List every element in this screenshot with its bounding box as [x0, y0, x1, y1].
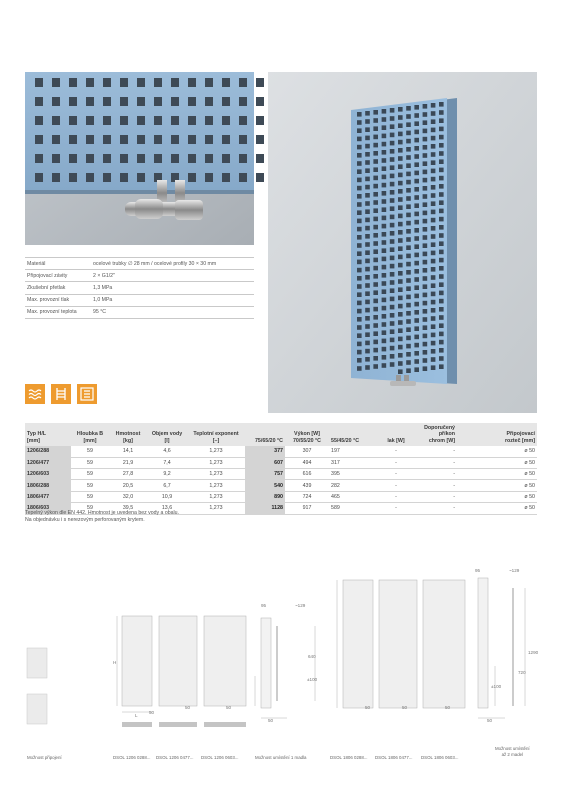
cell-t3: 465	[329, 491, 375, 502]
table-header-row	[25, 423, 537, 446]
cell-volume: 9,2	[147, 469, 187, 480]
cell-depth: 59	[71, 457, 109, 468]
cell-weight: 27,8	[109, 469, 147, 480]
cell-t1: 890	[245, 491, 285, 502]
caption-1206-288: DSOL 1206 0288...	[113, 755, 151, 760]
cell-t3: 197	[329, 446, 375, 457]
col-lak: lak [W]	[375, 423, 417, 446]
cell-type: 1806/603	[25, 503, 71, 514]
spec-label: Max. provozní tlak	[25, 294, 91, 306]
cell-t1: 757	[245, 469, 285, 480]
cell-exp: 1,273	[187, 469, 245, 480]
cell-depth: 59	[71, 491, 109, 502]
spec-table	[25, 257, 254, 319]
cell-conn: ø 50	[457, 457, 537, 468]
table-row	[25, 480, 537, 491]
cell-t2: 917	[285, 503, 329, 514]
cell-conn: ø 50	[457, 469, 537, 480]
cell-t2: 439	[285, 480, 329, 491]
dim-1290: 1290	[528, 650, 539, 655]
cell-weight: 39,5	[109, 503, 147, 514]
cell-lak: -	[375, 480, 417, 491]
dim-100-b: ±100	[491, 684, 502, 689]
cell-conn: ø 50	[457, 503, 537, 514]
cell-exp: 1,273	[187, 491, 245, 502]
cell-volume: 10,9	[147, 491, 187, 502]
feature-icons	[25, 384, 97, 404]
spec-value: ocelové trubky ∅ 28 mm / ocelové profily 30 × 30 mm	[91, 258, 254, 270]
col-chrom: Doporučený příkon chrom [W]	[417, 423, 457, 446]
cell-depth: 59	[71, 480, 109, 491]
spec-row	[25, 270, 254, 282]
cell-t2: 724	[285, 491, 329, 502]
drawing-1806-603	[423, 580, 465, 708]
dim-129-a: ~129	[295, 603, 306, 608]
caption-side-2: Možnost umístění až 2 madel	[495, 746, 530, 757]
cell-chrom: -	[417, 503, 457, 514]
col-exponent: Teplotní exponent [–]	[187, 423, 245, 446]
cell-chrom: -	[417, 446, 457, 457]
spec-value: 95 °C	[91, 306, 254, 318]
dim-50-b: 50	[185, 705, 191, 710]
cell-volume: 4,6	[147, 446, 187, 457]
col-t1: 75/65/20 °C	[245, 423, 285, 446]
cell-conn: ø 50	[457, 446, 537, 457]
drawing-1806-477	[379, 580, 417, 708]
col-t2: Výkon [W] 70/55/20 °C	[285, 423, 329, 446]
cell-t3: 589	[329, 503, 375, 514]
cell-type: 1206/603	[25, 469, 71, 480]
dim-h: H	[113, 660, 117, 665]
spec-label: Max. provozní teplota	[25, 306, 91, 318]
caption-side-1: Možnost umístění 1 madla	[255, 755, 307, 760]
cell-depth: 59	[71, 446, 109, 457]
dim-129-b: ~129	[509, 568, 520, 573]
side-view-1206	[261, 618, 271, 708]
cell-lak: -	[375, 446, 417, 457]
cell-weight: 14,1	[109, 446, 147, 457]
cell-exp: 1,273	[187, 446, 245, 457]
side-view-1806	[478, 578, 488, 708]
cell-chrom: -	[417, 480, 457, 491]
note-line: Tepelný výkon dle EN 442. Hmotnost je uvedena bez vody a obalu.	[25, 510, 179, 516]
panel-radiator-icon	[77, 384, 97, 404]
table-row	[25, 457, 537, 468]
dim-50-c: 50	[226, 705, 232, 710]
dim-50-e: 50	[365, 705, 371, 710]
cell-lak: -	[375, 503, 417, 514]
radiator-closeup-photo	[25, 72, 254, 245]
dim-95-b: 95	[475, 568, 481, 573]
ladder-radiator-icon	[51, 384, 71, 404]
dim-50-d: 50	[268, 718, 274, 723]
spec-row	[25, 258, 254, 270]
dim-50-f: 50	[402, 705, 408, 710]
spec-value: 1,0 MPa	[91, 294, 254, 306]
cell-t3: 395	[329, 469, 375, 480]
cell-volume: 6,7	[147, 480, 187, 491]
cell-conn: ø 50	[457, 480, 537, 491]
radiator-full-photo	[268, 72, 537, 413]
caption-connection: Možnost připojení	[27, 755, 62, 760]
caption-1206-603: DSOL 1206 0603...	[201, 755, 239, 760]
cell-exp: 1,273	[187, 480, 245, 491]
cell-lak: -	[375, 457, 417, 468]
drawings-svg	[25, 566, 537, 766]
notes	[25, 510, 179, 525]
cell-t1: 607	[245, 457, 285, 468]
caption-1806-477: DSOL 1806 0477...	[375, 755, 413, 760]
spec-row	[25, 306, 254, 318]
connection-thumb-1	[27, 648, 47, 678]
drawing-1206-603	[204, 616, 246, 706]
spec-label: Materiál	[25, 258, 91, 270]
product-table	[25, 423, 537, 515]
water-heating-icon	[25, 384, 45, 404]
cell-chrom: -	[417, 469, 457, 480]
cell-weight: 32,0	[109, 491, 147, 502]
connection-thumb-2	[27, 694, 47, 724]
cell-t2: 616	[285, 469, 329, 480]
cell-exp: 1,273	[187, 503, 245, 514]
col-volume: Objem vody [l]	[147, 423, 187, 446]
cell-lak: -	[375, 469, 417, 480]
cell-t2: 307	[285, 446, 329, 457]
dim-95-a: 95	[261, 603, 267, 608]
drawing-1206-288	[122, 616, 152, 706]
dim-50-h: 50	[487, 718, 493, 723]
dim-100-a: ±100	[307, 677, 318, 682]
cell-t1: 1128	[245, 503, 285, 514]
spec-row	[25, 282, 254, 294]
drawing-1806-288	[343, 580, 373, 708]
cell-exp: 1,273	[187, 457, 245, 468]
cell-t1: 377	[245, 446, 285, 457]
dim-50-a: 50	[149, 710, 155, 715]
table-row	[25, 446, 537, 457]
dim-720: 720	[518, 670, 526, 675]
cell-t2: 494	[285, 457, 329, 468]
caption-1806-288: DSOL 1806 0288...	[330, 755, 368, 760]
cell-type: 1206/288	[25, 446, 71, 457]
note-line: Na objednávku i s nerezovým perforovaným krytem.	[25, 517, 145, 524]
cell-t3: 282	[329, 480, 375, 491]
cell-volume: 7,4	[147, 457, 187, 468]
cell-t3: 317	[329, 457, 375, 468]
caption-1806-603: DSOL 1806 0603...	[421, 755, 459, 760]
spec-row	[25, 294, 254, 306]
col-type: Typ H/L [mm]	[25, 423, 71, 446]
cell-type: 1806/477	[25, 491, 71, 502]
col-t3: 55/45/20 °C	[329, 423, 375, 446]
cell-t1: 540	[245, 480, 285, 491]
spec-label: Zkušební přetlak	[25, 282, 91, 294]
technical-drawings	[25, 566, 537, 766]
table-row	[25, 491, 537, 502]
col-depth: Hloubka B [mm]	[71, 423, 109, 446]
dim-640: 640	[308, 654, 316, 659]
dim-l: L	[135, 713, 138, 718]
cell-conn: ø 50	[457, 491, 537, 502]
spec-value: 2 × G1/2"	[91, 270, 254, 282]
cell-type: 1206/477	[25, 457, 71, 468]
cell-weight: 21,9	[109, 457, 147, 468]
cell-chrom: -	[417, 491, 457, 502]
cell-volume: 13,6	[147, 503, 187, 514]
cell-lak: -	[375, 491, 417, 502]
spec-label: Připojovací závity	[25, 270, 91, 282]
drawing-1206-477	[159, 616, 197, 706]
cell-depth: 59	[71, 503, 109, 514]
col-conn: Připojovací rozteč [mm]	[457, 423, 537, 446]
dim-50-g: 50	[445, 705, 451, 710]
cell-type: 1806/288	[25, 480, 71, 491]
col-weight: Hmotnost [kg]	[109, 423, 147, 446]
spec-value: 1,3 MPa	[91, 282, 254, 294]
cell-depth: 59	[71, 469, 109, 480]
caption-1206-477: DSOL 1206 0477...	[156, 755, 194, 760]
table-row	[25, 469, 537, 480]
cell-weight: 20,5	[109, 480, 147, 491]
cell-chrom: -	[417, 457, 457, 468]
